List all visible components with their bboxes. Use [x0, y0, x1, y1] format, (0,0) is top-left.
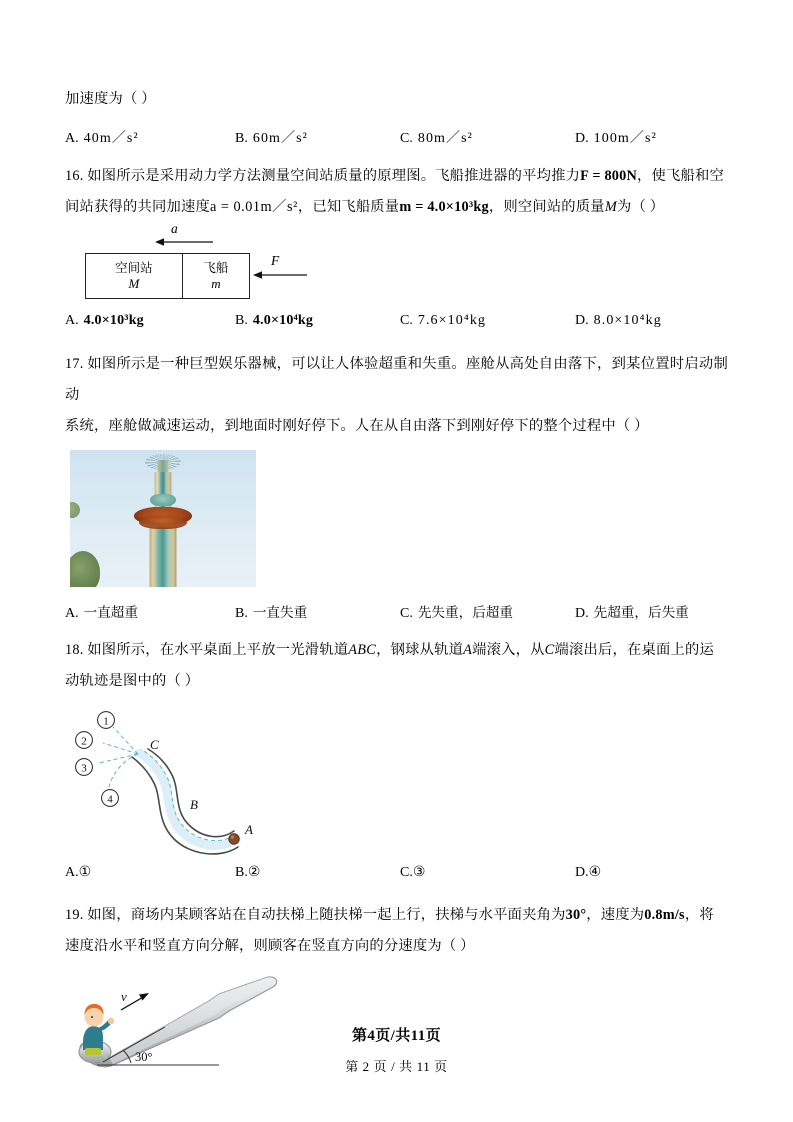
q16-options — [65, 313, 728, 339]
q18-track-label: ABC — [348, 642, 377, 658]
spacecraft-symbol: m — [211, 276, 221, 291]
space-station-title: 空间站 — [115, 261, 153, 275]
q15-option-c-text: 80m／s² — [417, 131, 473, 146]
q19-stem-text-1b: ，速度为 — [586, 907, 645, 923]
foliage-small — [70, 502, 80, 518]
q19-stem-text-1c: ，将 — [684, 907, 714, 923]
q16-option-c-text: 7.6×10⁴kg — [417, 313, 487, 328]
acceleration-label: a — [171, 221, 178, 236]
q17-option-b-text: 一直失重 — [252, 605, 308, 620]
q16-figure — [75, 221, 728, 313]
svg-text:3: 3 — [81, 762, 87, 775]
spacecraft-title: 飞船 — [203, 261, 229, 275]
q15-stem-tail: 加速度为（ ） — [65, 91, 156, 107]
q19-stem-text-2: 速度沿水平和竖直方向分解，则顾客在竖直方向的分速度为（ ） — [65, 938, 475, 954]
q16-stem-text-1b: ，使飞船和空 — [637, 168, 725, 184]
q18-stem-text-1d: 端滚出后，在桌面上的运 — [554, 642, 714, 658]
tower-gondola-seats — [139, 516, 187, 529]
passenger-legs — [85, 1048, 101, 1055]
q16-stem-line2 — [65, 192, 728, 223]
q15-option-d[interactable] — [575, 127, 657, 147]
q17-stem-line1 — [65, 349, 728, 411]
q16-stem-text-2d: 为（ ） — [617, 199, 665, 215]
q17-option-b-label: B. — [235, 606, 248, 621]
q15-option-b[interactable] — [235, 127, 308, 147]
page-footer-secondary: 第 2 页 / 共 11 页 — [345, 1059, 448, 1074]
q16-option-d-label: D. — [575, 313, 589, 328]
q17-option-d-text: 先超重，后失重 — [593, 605, 689, 620]
q15-option-c-label: C. — [400, 131, 413, 146]
q17-stem-text-1: 如图所示是一种巨型娱乐器械，可以让人体验超重和失重。座舱从高处自由落下，到某位置时启动制动 — [65, 356, 728, 403]
q19-stem-text-1a: 如图，商场内某顾客站在自动扶梯上随扶梯一起上行，扶梯与水平面夹角为 — [87, 907, 566, 923]
label-B: B — [190, 797, 198, 812]
angle-label: 30° — [135, 1050, 153, 1064]
space-station-cell — [86, 254, 183, 298]
foliage-large — [70, 551, 100, 587]
track-channel-fill — [140, 753, 236, 845]
svg-text:1: 1 — [103, 715, 109, 728]
steel-ball-highlight — [231, 835, 234, 838]
q15-option-c[interactable] — [400, 127, 473, 147]
q16-stem-line1 — [65, 161, 728, 192]
q16-stem-text-2a: 间站获得的共同加速度 — [65, 199, 210, 215]
q15-option-b-text: 60m／s² — [252, 131, 308, 146]
q16-stem-text-2b: ，已知飞船质量 — [297, 199, 400, 215]
track-abc-svg — [70, 707, 280, 862]
q18-option-a[interactable] — [65, 864, 91, 881]
page-footer-primary: 第4页/共11页 — [351, 1028, 442, 1044]
q17-stem-line2 — [65, 411, 728, 442]
trajectory-1-marker — [98, 712, 115, 729]
force-label: F — [271, 253, 280, 268]
q15-option-a-label: A. — [65, 131, 79, 146]
q18-option-b-label: B. — [235, 865, 248, 880]
q18-point-a: A — [463, 642, 473, 658]
label-C: C — [150, 737, 159, 752]
q18-stem-text-1a: 如图所示，在水平桌面上平放一光滑轨道 — [87, 642, 349, 658]
q19-stem-line2 — [65, 931, 728, 962]
q15-option-a-text: 40m／s² — [83, 131, 139, 146]
steel-ball — [229, 834, 239, 844]
trajectory-3 — [99, 754, 138, 763]
q17-option-c[interactable] — [400, 601, 513, 622]
q16-option-a-label: A. — [65, 313, 79, 328]
q16-option-d-text: 8.0×10⁴kg — [593, 313, 662, 328]
q16-acceleration-value: a = 0.01m／s² — [209, 199, 298, 215]
q18-option-b-text: ② — [247, 864, 261, 880]
tower-cap — [150, 494, 176, 506]
q17-options — [65, 601, 728, 627]
q16-option-b[interactable] — [235, 313, 313, 329]
q18-option-d-label: D. — [575, 865, 589, 880]
trajectory-1 — [113, 727, 138, 754]
q16-stem-text-2c: ，则空间站的质量 — [488, 199, 605, 215]
q17-option-c-text: 先失重，后超重 — [417, 605, 513, 620]
station-spacecraft-box — [85, 253, 250, 299]
q16-mass-value: m = 4.0×10³kg — [399, 199, 489, 215]
trajectory-3-marker — [76, 759, 93, 776]
q19-stem-line1 — [65, 900, 728, 931]
label-A: A — [245, 822, 253, 837]
space-station-symbol: M — [128, 276, 140, 291]
q18-options — [65, 864, 728, 890]
page-content — [65, 84, 728, 1070]
q18-option-c-text: ③ — [412, 864, 426, 880]
passenger-eye — [91, 1016, 93, 1018]
q18-stem-text-2: 动轨迹是图中的（ ） — [65, 673, 200, 689]
q18-option-c[interactable] — [400, 864, 425, 881]
q18-option-d-text: ④ — [588, 864, 602, 880]
q17-option-d-label: D. — [575, 606, 589, 621]
q16-option-c-label: C. — [400, 313, 413, 328]
q19-figure-escalator — [69, 970, 289, 1070]
q17-option-c-label: C. — [400, 606, 413, 621]
q16-option-d[interactable] — [575, 313, 662, 329]
q17-option-d[interactable] — [575, 601, 689, 622]
q15-option-d-text: 100m／s² — [593, 131, 657, 146]
q19-number: 19. — [65, 907, 84, 923]
q18-option-a-label: A. — [65, 865, 79, 880]
q18-stem-text-1c: 端滚入，从 — [472, 642, 545, 658]
q17-stem-text-2: 系统，座舱做减速运动，到地面时刚好停下。人在从自由落下到刚好停下的整个过程中（ ） — [65, 418, 649, 434]
q17-option-a[interactable] — [65, 601, 138, 622]
escalator-svg — [69, 970, 289, 1070]
q15-option-a[interactable] — [65, 127, 139, 147]
q15-option-d-label: D. — [575, 131, 589, 146]
q18-stem-line2 — [65, 666, 728, 697]
q18-option-a-text: ① — [78, 864, 92, 880]
q18-number: 18. — [65, 642, 84, 658]
q16-stem-text-1: 如图所示是采用动力学方法测量空间站质量的原理图。飞船推进器的平均推力 — [87, 168, 581, 184]
q17-option-a-text: 一直超重 — [83, 605, 138, 620]
q18-stem-line1 — [65, 635, 728, 666]
q18-option-b[interactable] — [235, 864, 260, 881]
q16-option-a[interactable] — [65, 313, 144, 329]
q16-option-a-text: 4.0×10³kg — [83, 313, 144, 328]
q16-force-value: F = 800N — [580, 168, 638, 184]
q16-option-c[interactable] — [400, 313, 486, 329]
q19-angle-value: 30° — [565, 907, 587, 923]
q17-number: 17. — [65, 356, 84, 372]
q17-figure-drop-tower — [70, 450, 256, 587]
q16-mass-symbol: M — [604, 199, 618, 215]
track-inner-wall — [148, 749, 234, 837]
velocity-label: v — [121, 989, 127, 1004]
q18-option-d[interactable] — [575, 864, 601, 881]
q15-option-b-label: B. — [235, 131, 248, 146]
svg-text:4: 4 — [107, 793, 113, 806]
q19-speed-value: 0.8m/s — [644, 907, 685, 923]
q15-options — [65, 127, 728, 153]
q17-option-b[interactable] — [235, 601, 307, 622]
q16-option-b-text: 4.0×10⁴kg — [252, 313, 314, 328]
acceleration-arrow-icon — [153, 233, 215, 251]
q17-option-a-label: A. — [65, 606, 79, 621]
trajectory-4-marker — [102, 790, 119, 807]
q18-figure-track — [70, 707, 280, 862]
escalator-top-highlight — [109, 977, 275, 1064]
q18-option-c-label: C. — [400, 865, 413, 880]
q16-number: 16. — [65, 168, 84, 184]
spacecraft-cell — [183, 254, 249, 298]
q18-point-c: C — [544, 642, 555, 658]
force-arrow-icon — [251, 267, 309, 283]
q18-stem-text-1b: ，钢球从轨道 — [376, 642, 464, 658]
trajectory-2-marker — [76, 732, 93, 749]
q16-option-b-label: B. — [235, 313, 248, 328]
svg-text:2: 2 — [81, 735, 87, 748]
